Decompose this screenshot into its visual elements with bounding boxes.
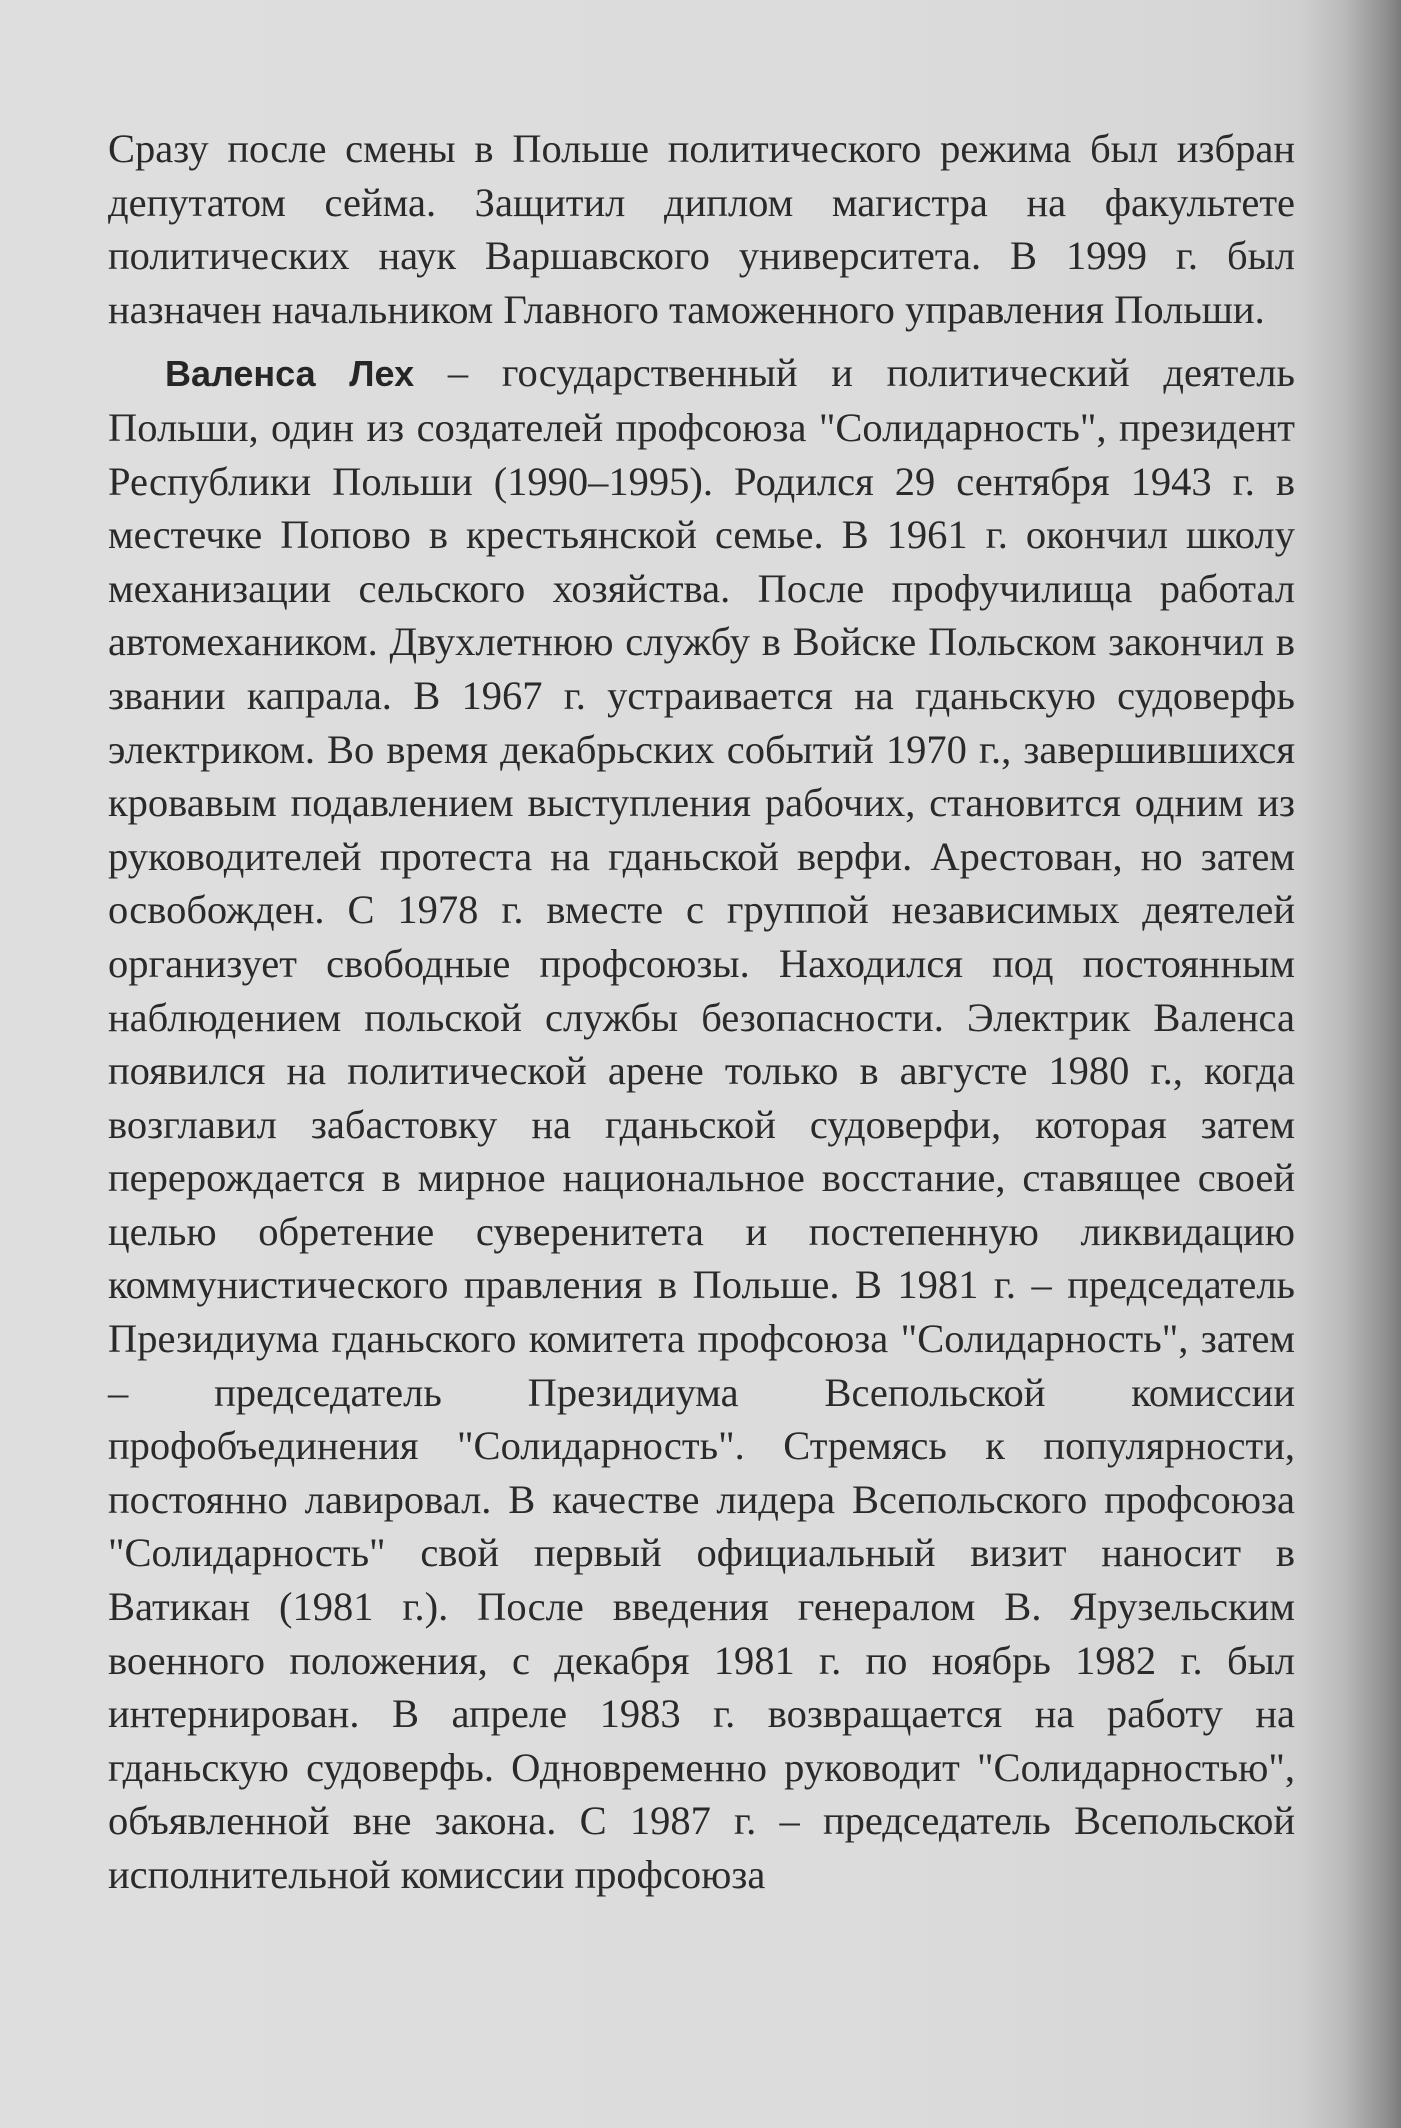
entry-body-text: – государственный и политический деятель Польши, один из создателей профсоюза "Солидарность", президент Республики Польши (1990–1995). Родился 29 сентября 1943 г. в местечке Попово в крестьянской семье. В 1961 г. окончил школу механизации сельского хозяйства. После профучилища работал автомехаником. Двухлетнюю службу в Войске Польском закончил в звании капрала. В 1967 г. устраивается на гданьскую судоверфь электриком. Во время декабрьских событий 1970 г., завершившихся кровавым подавлением выступления рабочих, становится одним из руководителей протеста на гданьской верфи. Арестован, но затем освобожден. С 1978 г. вместе с группой независимых деятелей организует свободные профсоюзы. Находился под постоянным наблюдением польской службы безопасности. Электрик Валенса появился на политической арене только в августе 1980 г., когда возглавил забастовку на гданьской судоверфи, которая затем перерождается в мирное национальное восстание, ставящее своей целью обретение суверенитета и постепенную ликвидацию коммунистического правления в Польше. В 1981 г. – председатель Президиума гданьского комитета профсоюза "Солидарность", затем – председатель Президиума Всепольской комиссии профобъединения "Солидарность". Стремясь к популярности, постоянно лавировал. В качестве лидера Всепольского профсоюза "Солидарность" свой первый официальный визит наносит в Ватикан (1981 г.). После введения генералом В. Ярузельским военного положения, с декабря 1981 г. по ноябрь 1982 г. был интернирован. В апреле 1983 г. возвращается на работу на гданьскую судоверфь. Одновременно руководит "Солидарностью", объявленной вне закона. С 1987 г. – председатель Всепольской исполнительной комиссии профсоюза xyxy=(108,350,1295,1897)
entry-heading-name: Валенса Лех xyxy=(165,353,415,395)
page-text xyxy=(108,122,1295,1902)
paragraph-continuation xyxy=(108,122,1295,336)
paragraph-text: Сразу после смены в Польше политического режима был избран депутатом сейма. Защитил диплом магистра на факультете политических наук Варшавского университета. В 1999 г. был назначен начальником Главного таможенного управления Польши. xyxy=(108,126,1295,332)
entry-walesa xyxy=(108,346,1295,1901)
